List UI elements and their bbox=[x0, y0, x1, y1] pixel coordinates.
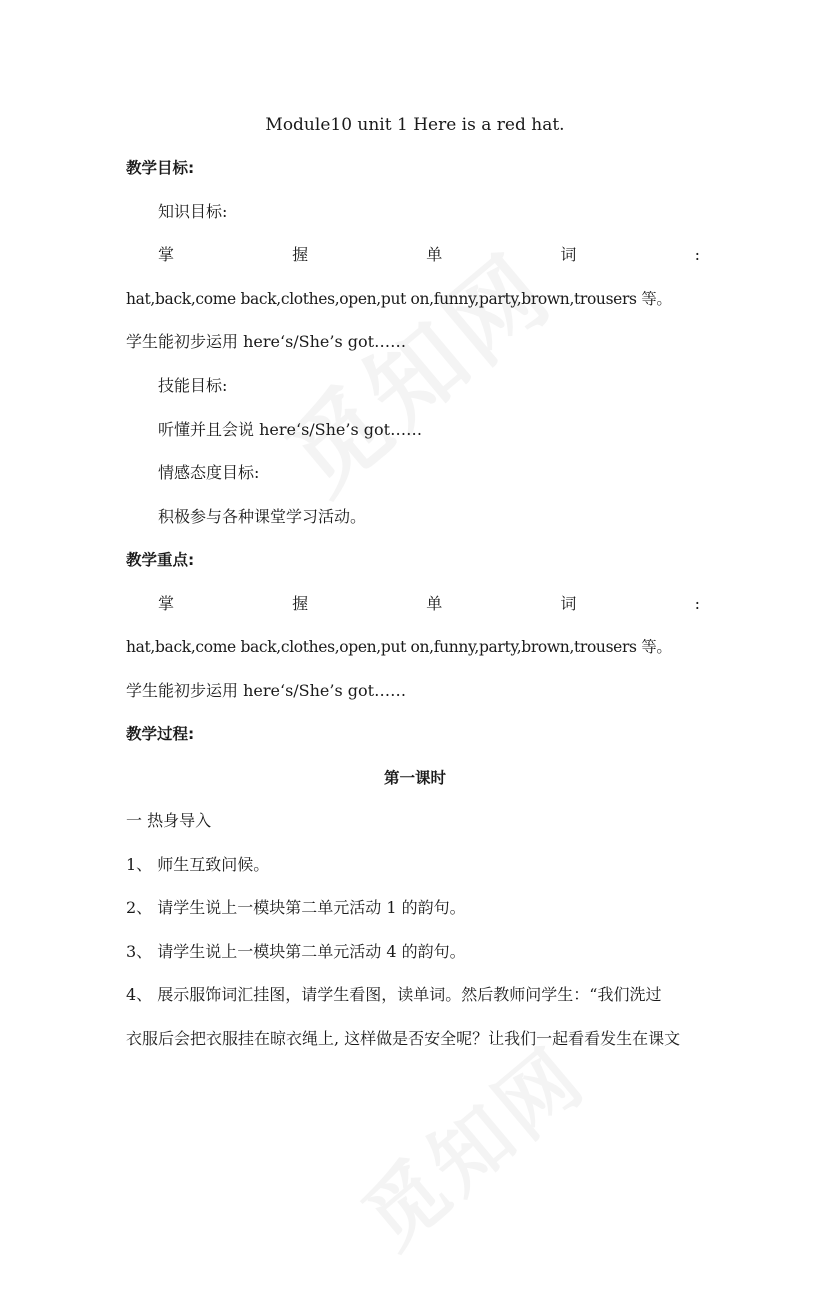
knowledge-label: 知识目标: bbox=[158, 202, 228, 221]
step-4: 4、 展示服饰词汇挂图，请学生看图，读单词。然后教师问学生：“我们洗过 bbox=[126, 985, 662, 1004]
spread-char: 掌 bbox=[158, 594, 175, 613]
section-warmup: 一 热身导入 bbox=[126, 811, 212, 830]
vocab-line: hat,back,come back,clothes,open,put on,funny,party,brown,trousers 等。 bbox=[126, 290, 672, 308]
spread-char: 词 bbox=[560, 594, 577, 613]
document-title: Module10 unit 1 Here is a red hat. bbox=[265, 115, 565, 135]
spread-char: 单 bbox=[426, 245, 443, 264]
spread-char: 词 bbox=[560, 245, 577, 264]
step-4-continuation: 衣服后会把衣服挂在晾衣绳上, 这样做是否安全呢？让我们一起看看发生在课文 bbox=[126, 1029, 681, 1048]
usage-line: 学生能初步运用 here‘s/She’s got…… bbox=[126, 681, 407, 700]
step-2: 2、 请学生说上一模块第二单元活动 1 的韵句。 bbox=[126, 898, 466, 917]
attitude-line: 积极参与各种课堂学习活动。 bbox=[158, 507, 367, 526]
spread-char: 握 bbox=[292, 594, 309, 613]
spread-char: 单 bbox=[426, 594, 443, 613]
spread-char: : bbox=[694, 594, 700, 613]
heading-process: 教学过程: bbox=[126, 725, 195, 743]
spread-char: : bbox=[694, 245, 700, 264]
spread-char: 握 bbox=[292, 245, 309, 264]
step-3: 3、 请学生说上一模块第二单元活动 4 的韵句。 bbox=[126, 942, 466, 961]
heading-key-points: 教学重点: bbox=[126, 551, 195, 569]
skill-line: 听懂并且会说 here‘s/She’s got…… bbox=[158, 420, 423, 439]
skill-label: 技能目标: bbox=[158, 376, 228, 395]
vocab-line: hat,back,come back,clothes,open,put on,funny,party,brown,trousers 等。 bbox=[126, 638, 672, 656]
step-1: 1、 师生互致问候。 bbox=[126, 855, 270, 874]
attitude-label: 情感态度目标: bbox=[158, 463, 260, 482]
spread-char: 掌 bbox=[158, 245, 175, 264]
usage-line: 学生能初步运用 here‘s/She’s got…… bbox=[126, 332, 407, 351]
spread-line-objectives bbox=[126, 245, 700, 265]
heading-objectives: 教学目标: bbox=[126, 159, 195, 177]
spread-line-key-points bbox=[126, 594, 700, 614]
lesson-title: 第一课时 bbox=[383, 769, 446, 787]
